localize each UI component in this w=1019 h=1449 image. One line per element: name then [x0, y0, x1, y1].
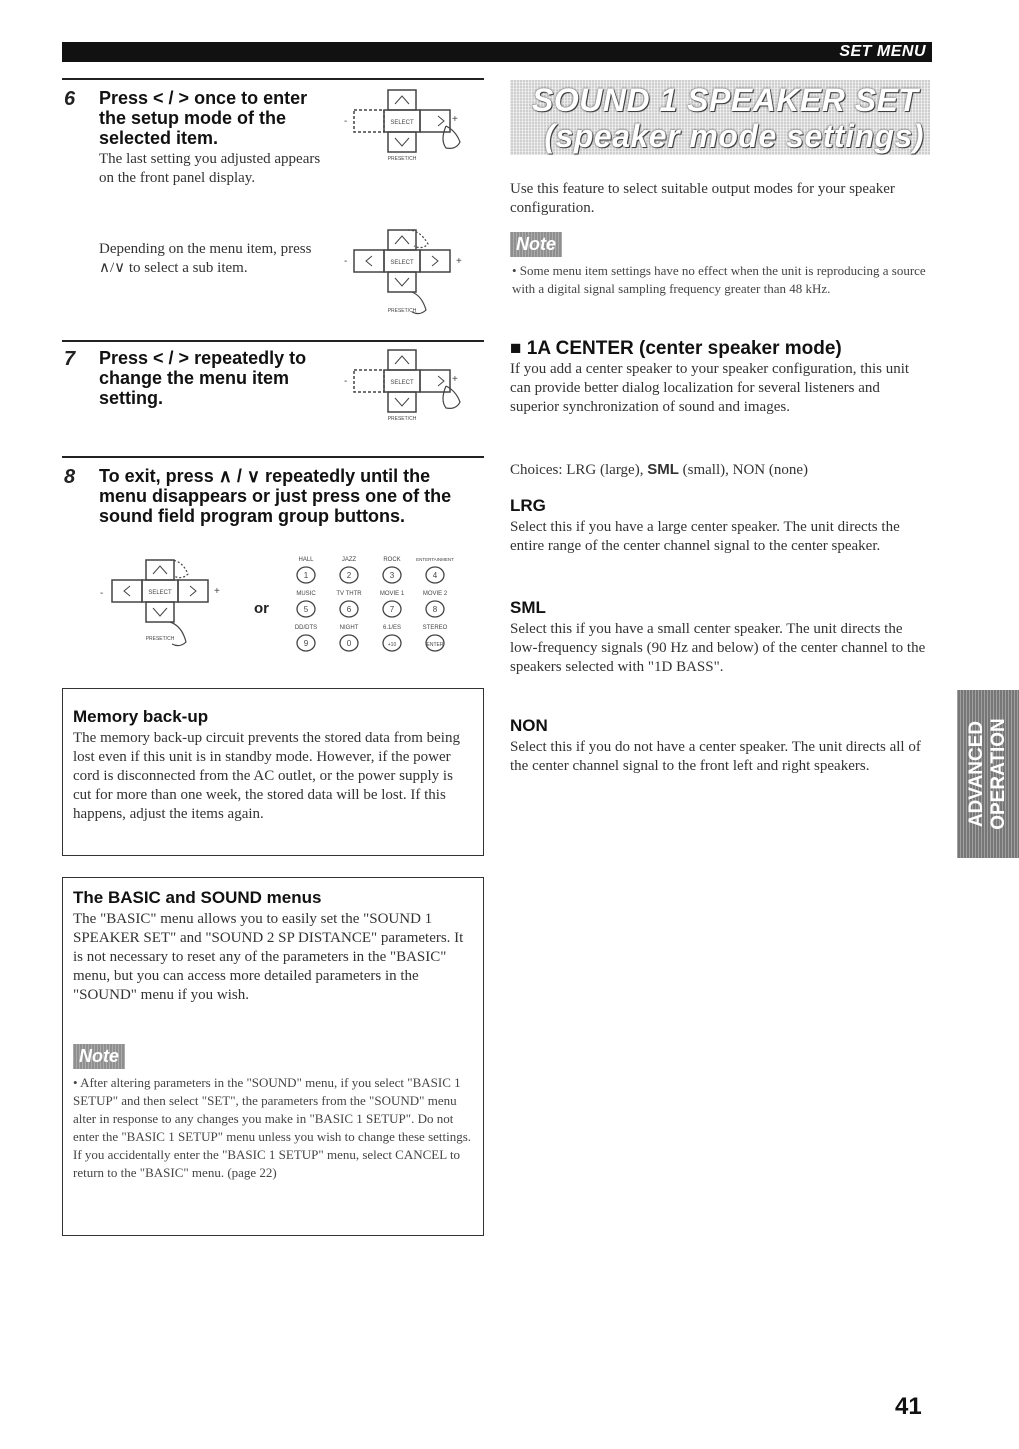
svg-text:-: -: [344, 376, 348, 387]
svg-text:+: +: [214, 586, 220, 597]
button-caption: MOVIE 2: [422, 591, 448, 597]
button-caption: MOVIE 1: [379, 591, 405, 597]
intro-text: Use this feature to select suitable output modes for your speaker configuration.: [510, 181, 895, 216]
option-text: Select this if you have a large center speaker. The unit directs the entire range of the center channel signal to the center speaker.: [510, 519, 900, 554]
button-key-label: 3: [389, 571, 395, 580]
button-caption: ENTERTAINMENT: [416, 557, 454, 562]
svg-text:-: -: [344, 116, 348, 127]
svg-text:+: +: [456, 256, 462, 267]
divider: [62, 340, 484, 342]
choices-line: Choices: LRG (large), SML (small), NON (none): [510, 461, 809, 478]
note-badge: Note: [73, 1044, 125, 1069]
button-caption: MUSIC: [296, 591, 316, 597]
box-body: The "BASIC" menu allows you to easily set the "SOUND 1 SPEAKER SET" and "SOUND 2 SP DISTANCE" parameters. It is not necessary to reset any of the parameters in the "BASIC" menu, but you can access more detailed parameters in the "SOUND" menu if you wish.: [73, 911, 464, 1003]
button-key-label: 9: [303, 639, 309, 648]
option-heading: LRG: [510, 496, 546, 515]
section-banner: [510, 80, 930, 155]
box-title: Memory back-up: [73, 707, 209, 726]
button-key-label: 2: [346, 571, 352, 580]
button-key-label: 1: [303, 571, 309, 580]
option-text: Select this if you do not have a center speaker. The unit directs all of the center channel signal to the front left and right speakers.: [510, 739, 921, 774]
button-key-label: 4: [432, 571, 438, 580]
step-body: The last setting you adjusted appears on the front panel display.: [99, 151, 321, 186]
svg-text:SELECT: SELECT: [390, 380, 414, 386]
sound-field-buttons-icon: [286, 553, 466, 661]
basic-sound-box: [62, 877, 484, 1236]
svg-text:SELECT: SELECT: [390, 260, 414, 266]
cursor-pad-icon: [338, 348, 488, 433]
step-body: Depending on the menu item, press ∧/∨ to select a sub item.: [99, 241, 312, 276]
box-body: The memory back-up circuit prevents the stored data from being lost even if this unit is in standby mode. However, if the power cord is disconnected from the AC outlet, or the power supply is cut for more than one week, the stored data will be lost. If this happens, adjust the items again.: [73, 730, 460, 822]
svg-text:PRESET/CH: PRESET/CH: [145, 636, 175, 642]
button-key-label: 5: [303, 605, 309, 614]
note-text: • After altering parameters in the "SOUND" menu, if you select "BASIC 1 SETUP" and then select "SET", the parameters from the "SOUND" menu alter in response to any changes you make in "BASIC 1 SETUP". Do not enter the "BASIC 1 SETUP" menu unless you wish to change these settings. If you accidentally enter the "BASIC 1 SETUP" menu, select CANCEL to return to the "BASIC" menu. (page 22): [73, 1075, 472, 1180]
section-label: SET MENU: [839, 43, 926, 60]
side-tab: [957, 690, 1019, 858]
side-tab-label: ADVANCED OPERATION: [966, 718, 1009, 830]
button-caption: TV THTR: [336, 591, 362, 597]
note-badge: Note: [510, 232, 562, 257]
svg-text:+: +: [452, 374, 458, 385]
svg-text:PRESET/CH: PRESET/CH: [387, 416, 417, 422]
button-key-label: ENTER: [426, 642, 444, 648]
select-label: SELECT: [390, 120, 414, 126]
svg-text:PRESET/CH: PRESET/CH: [387, 156, 417, 162]
step-title: To exit, press ∧ / ∨ repeatedly until the menu disappears or just press one of the sound field program group buttons.: [99, 466, 452, 526]
svg-text:+: +: [452, 114, 458, 125]
header-bar: [62, 42, 932, 62]
banner-title: SOUND 1 SPEAKER SET: [532, 82, 919, 118]
page-number: 41: [895, 1393, 922, 1420]
button-caption: DD/DTS: [294, 625, 318, 631]
step-number: 8: [64, 466, 76, 488]
button-caption: JAZZ: [341, 557, 357, 563]
button-caption: STEREO: [422, 625, 448, 631]
cursor-pad-icon: [338, 88, 488, 173]
option-heading: SML: [510, 598, 546, 617]
section-heading: ■ 1A CENTER (center speaker mode): [510, 338, 842, 359]
banner-subtitle: (speaker mode settings): [544, 118, 924, 154]
box-title: The BASIC and SOUND menus: [73, 888, 322, 907]
button-caption: 6.1/ES: [382, 625, 402, 631]
svg-text:-: -: [100, 588, 104, 599]
step-number: 6: [64, 88, 76, 110]
divider: [62, 78, 484, 80]
button-key-label: 6: [346, 605, 352, 614]
button-caption: ROCK: [383, 557, 401, 563]
button-key-label: 7: [389, 605, 395, 614]
button-key-label: 0: [346, 639, 352, 648]
section-body: If you add a center speaker to your speaker configuration, this unit can provide better dialog localization for several listeners and superior synchronization of sound and images.: [510, 361, 910, 415]
button-caption: HALL: [298, 557, 314, 563]
svg-text:SELECT: SELECT: [148, 590, 172, 596]
cursor-pad-icon: [338, 228, 488, 328]
button-key-label: 8: [432, 605, 438, 614]
button-key-label: +10: [387, 642, 397, 648]
option-text: Select this if you have a small center speaker. The unit directs the low-frequency signals (90 Hz and below) of the center channel to the speakers selected with "1D BASS".: [510, 621, 926, 675]
step-title: Press < / > repeatedly to change the menu item setting.: [99, 348, 307, 408]
svg-text:-: -: [344, 256, 348, 267]
option-heading: NON: [510, 716, 548, 735]
memory-backup-box: [62, 688, 484, 856]
step-number: 7: [64, 348, 76, 370]
svg-text:PRESET/CH: PRESET/CH: [387, 308, 417, 314]
button-caption: NIGHT: [339, 625, 359, 631]
or-label: or: [254, 600, 269, 617]
divider: [62, 456, 484, 458]
cursor-pad-icon: [90, 556, 240, 656]
step-title: Press < / > once to enter the setup mode of the selected item.: [99, 88, 308, 148]
note-text: • Some menu item settings have no effect when the unit is reproducing a source with a digital signal sampling frequency greater than 48 kHz.: [512, 263, 926, 296]
